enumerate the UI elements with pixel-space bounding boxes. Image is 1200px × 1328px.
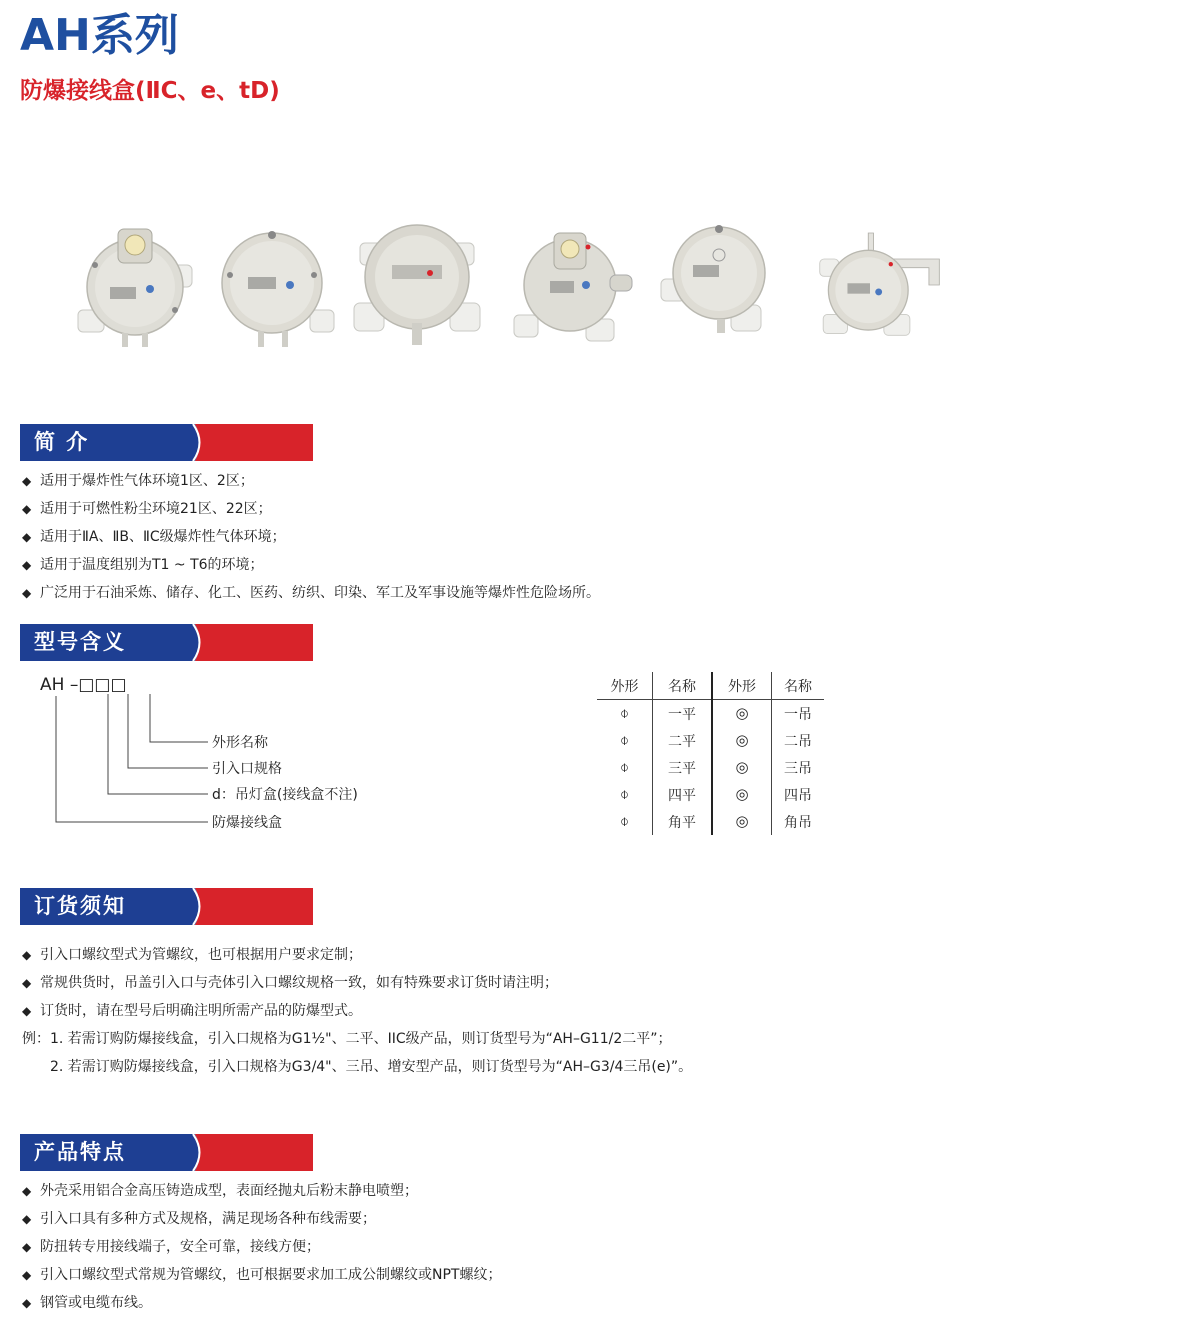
page-title: AH系列 xyxy=(20,10,179,61)
diamond-bullet-icon: ◆ xyxy=(22,1296,32,1310)
table-row: ⌽ 二平 ◎ 二吊 xyxy=(597,727,824,754)
list-item: ◆ 适用于温度组别为T1 ~ T6的环境； xyxy=(22,551,600,579)
product-image-3 xyxy=(352,215,482,355)
flat-shape-icon: ⌽ xyxy=(619,757,629,776)
table-header-row xyxy=(597,672,824,700)
diamond-bullet-icon: ◆ xyxy=(22,502,32,516)
table-row: ⌽ 三平 ◎ 三吊 xyxy=(597,754,824,781)
diamond-bullet-icon: ◆ xyxy=(22,586,32,600)
diamond-bullet-icon: ◆ xyxy=(22,1184,32,1198)
table-row: ⌽ 四平 ◎ 四吊 xyxy=(597,781,824,808)
section-header-intro xyxy=(20,424,313,461)
section-title: 简 介 xyxy=(34,430,90,454)
order-example-2: 2. 若需订购防爆接线盒，引入口规格为G3/4"、三吊、增安型产品，则订货型号为“AH–G3/4三吊(e)”。 xyxy=(50,1059,693,1075)
product-image-2 xyxy=(210,215,340,355)
product-image-4 xyxy=(510,215,640,355)
intro-list xyxy=(22,467,600,607)
section-header-model xyxy=(20,624,313,661)
model-label-pendant: d：吊灯盒(接线盒不注) xyxy=(212,787,358,803)
diamond-bullet-icon: ◆ xyxy=(22,474,32,488)
list-item: ◆ 适用于可燃性粉尘环境21区、22区； xyxy=(22,495,600,523)
list-item: ◆ 钢管或电缆布线。 xyxy=(22,1289,501,1317)
model-label-shape: 外形名称 xyxy=(212,735,268,751)
flat-shape-icon: ⌽ xyxy=(619,730,629,749)
pendant-shape-icon: ◎ xyxy=(735,757,749,776)
list-item: ◆ 广泛用于石油采炼、储存、化工、医药、纺织、印染、军工及军事设施等爆炸性危险场所。 xyxy=(22,579,600,607)
diamond-bullet-icon: ◆ xyxy=(22,948,32,962)
list-item: ◆ 引入口具有多种方式及规格，满足现场各种布线需要； xyxy=(22,1205,501,1233)
diamond-bullet-icon: ◆ xyxy=(22,1268,32,1282)
diamond-bullet-icon: ◆ xyxy=(22,1240,32,1254)
order-example-1: 例：1. 若需订购防爆接线盒，引入口规格为G1½"、二平、IIC级产品，则订货型号为“AH–G11/2二平”； xyxy=(22,1031,672,1047)
section-title: 产品特点 xyxy=(34,1140,126,1164)
pendant-shape-icon: ◎ xyxy=(735,730,749,749)
shape-table xyxy=(597,672,824,835)
features-list xyxy=(22,1177,501,1317)
model-code: AH –□□□ xyxy=(40,675,127,695)
pendant-shape-icon: ◎ xyxy=(735,811,749,830)
section-title: 订货须知 xyxy=(34,894,126,918)
model-code-diagram xyxy=(40,672,440,842)
list-item: ◆ 适用于爆炸性气体环境1区、2区； xyxy=(22,467,600,495)
flat-shape-icon: ⌽ xyxy=(619,811,629,830)
table-row: ⌽ 角平 ◎ 角吊 xyxy=(597,808,824,835)
model-label-entry: 引入口规格 xyxy=(212,761,282,777)
product-image-6 xyxy=(818,215,948,355)
ordering-list xyxy=(22,941,558,1025)
section-header-features xyxy=(20,1134,313,1171)
diamond-bullet-icon: ◆ xyxy=(22,1212,32,1226)
pendant-shape-icon: ◎ xyxy=(735,703,749,722)
diamond-bullet-icon: ◆ xyxy=(22,976,32,990)
diamond-bullet-icon: ◆ xyxy=(22,1004,32,1018)
list-item: ◆ 常规供货时，吊盖引入口与壳体引入口螺纹规格一致，如有特殊要求订货时请注明； xyxy=(22,969,558,997)
list-item: ◆ 适用于ⅡA、ⅡB、ⅡC级爆炸性气体环境； xyxy=(22,523,600,551)
diamond-bullet-icon: ◆ xyxy=(22,530,32,544)
list-item: ◆ 外壳采用铝合金高压铸造成型，表面经抛丸后粉末静电喷塑； xyxy=(22,1177,501,1205)
table-row: ⌽ 一平 ◎ 一吊 xyxy=(597,700,824,728)
col-header: 外形 xyxy=(712,672,772,700)
col-header: 名称 xyxy=(772,672,825,700)
list-item: ◆ 引入口螺纹型式常规为管螺纹，也可根据要求加工成公制螺纹或NPT螺纹； xyxy=(22,1261,501,1289)
flat-shape-icon: ⌽ xyxy=(619,703,629,722)
product-gallery xyxy=(70,215,990,365)
model-label-box: 防爆接线盒 xyxy=(212,815,282,831)
col-header: 外形 xyxy=(597,672,653,700)
model-leader-lines xyxy=(40,672,220,832)
col-header: 名称 xyxy=(653,672,713,700)
list-item: ◆ 订货时，请在型号后明确注明所需产品的防爆型式。 xyxy=(22,997,558,1025)
list-item: ◆ 引入口螺纹型式为管螺纹，也可根据用户要求定制； xyxy=(22,941,558,969)
diamond-bullet-icon: ◆ xyxy=(22,558,32,572)
section-title: 型号含义 xyxy=(34,630,126,654)
section-header-ordering xyxy=(20,888,313,925)
product-image-1 xyxy=(70,215,200,355)
product-image-5 xyxy=(655,215,785,355)
list-item: ◆ 防扭转专用接线端子，安全可靠，接线方便； xyxy=(22,1233,501,1261)
page-subtitle: 防爆接线盒(ⅡC、e、tD) xyxy=(20,78,280,104)
flat-shape-icon: ⌽ xyxy=(619,784,629,803)
pendant-shape-icon: ◎ xyxy=(735,784,749,803)
